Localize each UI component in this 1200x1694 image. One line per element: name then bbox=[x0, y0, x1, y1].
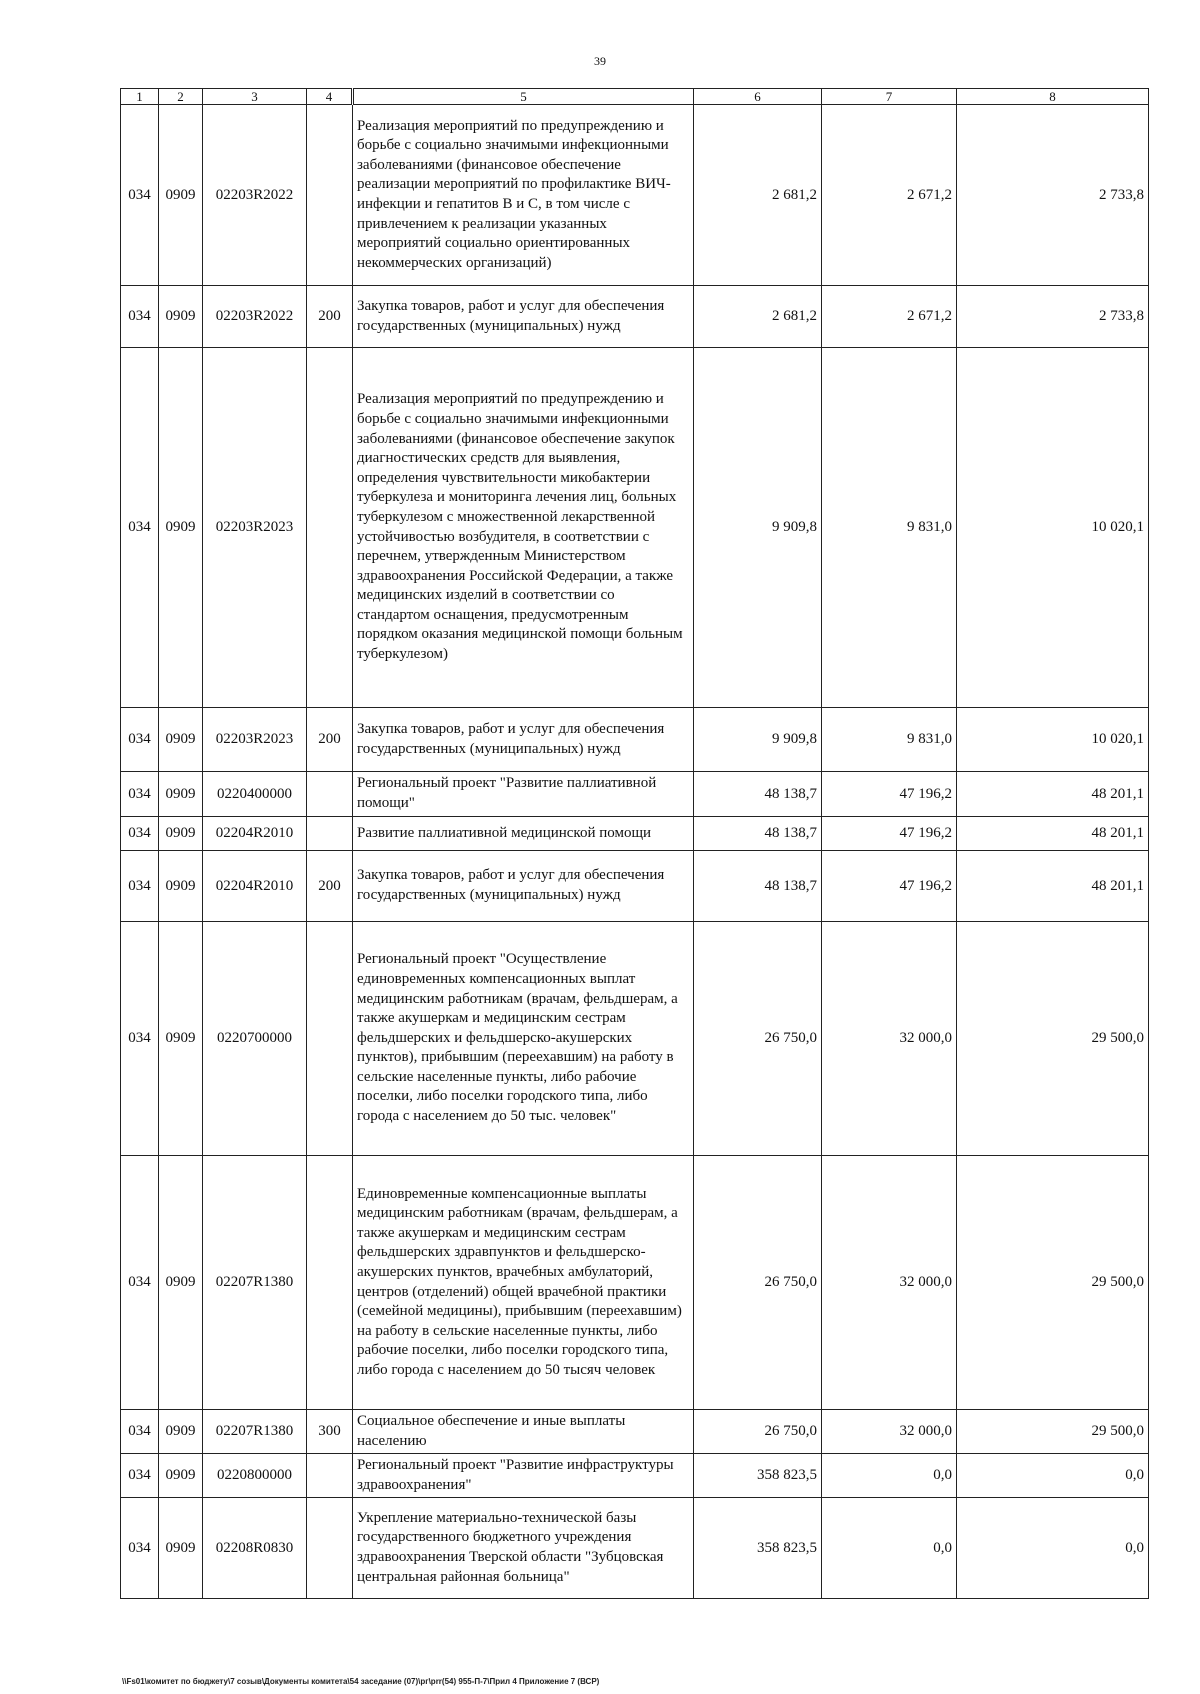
amount-col6: 48 138,7 bbox=[694, 817, 822, 851]
amount-col8: 48 201,1 bbox=[957, 851, 1149, 922]
target-article-code: 02204R2010 bbox=[203, 851, 307, 922]
table-row bbox=[121, 708, 1149, 772]
section-code: 0909 bbox=[159, 1156, 203, 1410]
ministry-code: 034 bbox=[121, 348, 159, 708]
amount-col6: 2 681,2 bbox=[694, 105, 822, 286]
section-code: 0909 bbox=[159, 348, 203, 708]
table-row bbox=[121, 1410, 1149, 1454]
item-name: Региональный проект "Осуществление единовременных компенсационных выплат медицинским работникам (врачам, фельдшерам, а также акушеркам и медицинским сестрам фельдшерских и фельдшерско-акушерских пунктов), прибывшим (переехавшим) на работу в сельские населенные пункты, либо рабочие поселки, либо поселки городского типа, либо города с населением до 50 тыс. человек" bbox=[353, 922, 694, 1156]
amount-col7: 9 831,0 bbox=[822, 348, 957, 708]
section-code: 0909 bbox=[159, 817, 203, 851]
amount-col6: 26 750,0 bbox=[694, 1410, 822, 1454]
amount-col7: 9 831,0 bbox=[822, 708, 957, 772]
table-row bbox=[121, 851, 1149, 922]
expense-type-code: 200 bbox=[307, 708, 353, 772]
section-code: 0909 bbox=[159, 851, 203, 922]
target-article-code: 02203R2023 bbox=[203, 348, 307, 708]
target-article-code: 0220400000 bbox=[203, 772, 307, 817]
ministry-code: 034 bbox=[121, 922, 159, 1156]
item-name: Закупка товаров, работ и услуг для обеспечения государственных (муниципальных) нужд bbox=[353, 851, 694, 922]
column-number: 1 bbox=[121, 89, 159, 105]
column-number: 3 bbox=[203, 89, 307, 105]
item-name: Социальное обеспечение и иные выплаты населению bbox=[353, 1410, 694, 1454]
table-row bbox=[121, 105, 1149, 286]
column-number: 5 bbox=[353, 89, 694, 105]
ministry-code: 034 bbox=[121, 286, 159, 348]
target-article-code: 02203R2023 bbox=[203, 708, 307, 772]
amount-col8: 29 500,0 bbox=[957, 1410, 1149, 1454]
expense-type-code bbox=[307, 922, 353, 1156]
amount-col8: 48 201,1 bbox=[957, 817, 1149, 851]
target-article-code: 0220800000 bbox=[203, 1454, 307, 1498]
column-number: 4 bbox=[307, 89, 353, 105]
target-article-code: 02203R2022 bbox=[203, 105, 307, 286]
amount-col7: 2 671,2 bbox=[822, 286, 957, 348]
amount-col7: 32 000,0 bbox=[822, 922, 957, 1156]
ministry-code: 034 bbox=[121, 1156, 159, 1410]
target-article-code: 0220700000 bbox=[203, 922, 307, 1156]
amount-col8: 10 020,1 bbox=[957, 708, 1149, 772]
amount-col6: 358 823,5 bbox=[694, 1454, 822, 1498]
table-row bbox=[121, 1454, 1149, 1498]
table-row bbox=[121, 1156, 1149, 1410]
target-article-code: 02203R2022 bbox=[203, 286, 307, 348]
budget-table bbox=[120, 88, 1149, 1599]
expense-type-code bbox=[307, 817, 353, 851]
amount-col8: 0,0 bbox=[957, 1454, 1149, 1498]
target-article-code: 02207R1380 bbox=[203, 1156, 307, 1410]
column-number: 8 bbox=[957, 89, 1149, 105]
amount-col6: 26 750,0 bbox=[694, 922, 822, 1156]
amount-col8: 2 733,8 bbox=[957, 286, 1149, 348]
amount-col6: 26 750,0 bbox=[694, 1156, 822, 1410]
amount-col7: 47 196,2 bbox=[822, 772, 957, 817]
section-code: 0909 bbox=[159, 1454, 203, 1498]
column-number: 6 bbox=[694, 89, 822, 105]
amount-col8: 48 201,1 bbox=[957, 772, 1149, 817]
expense-type-code bbox=[307, 105, 353, 286]
section-code: 0909 bbox=[159, 286, 203, 348]
ministry-code: 034 bbox=[121, 817, 159, 851]
section-code: 0909 bbox=[159, 1410, 203, 1454]
section-code: 0909 bbox=[159, 922, 203, 1156]
amount-col6: 358 823,5 bbox=[694, 1498, 822, 1599]
table-row bbox=[121, 348, 1149, 708]
amount-col8: 29 500,0 bbox=[957, 1156, 1149, 1410]
amount-col8: 0,0 bbox=[957, 1498, 1149, 1599]
amount-col6: 9 909,8 bbox=[694, 348, 822, 708]
expense-type-code bbox=[307, 348, 353, 708]
ministry-code: 034 bbox=[121, 708, 159, 772]
expense-type-code: 300 bbox=[307, 1410, 353, 1454]
target-article-code: 02207R1380 bbox=[203, 1410, 307, 1454]
target-article-code: 02204R2010 bbox=[203, 817, 307, 851]
amount-col7: 32 000,0 bbox=[822, 1410, 957, 1454]
amount-col7: 32 000,0 bbox=[822, 1156, 957, 1410]
page-number: 39 bbox=[594, 54, 606, 68]
table-row bbox=[121, 286, 1149, 348]
item-name: Закупка товаров, работ и услуг для обеспечения государственных (муниципальных) нужд bbox=[353, 708, 694, 772]
section-code: 0909 bbox=[159, 1498, 203, 1599]
ministry-code: 034 bbox=[121, 851, 159, 922]
section-code: 0909 bbox=[159, 772, 203, 817]
amount-col8: 29 500,0 bbox=[957, 922, 1149, 1156]
amount-col8: 10 020,1 bbox=[957, 348, 1149, 708]
amount-col7: 2 671,2 bbox=[822, 105, 957, 286]
column-number-header bbox=[121, 89, 1149, 105]
item-name: Реализация мероприятий по предупреждению и борьбе с социально значимыми инфекционными заболеваниями (финансовое обеспечение реализации мероприятий по профилактике ВИЧ-инфекции и гепатитов В и С, в том числе с привлечением к реализации указанных мероприятий социально ориентированных некоммерческих организаций) bbox=[353, 105, 694, 286]
item-name: Региональный проект "Развитие паллиативной помощи" bbox=[353, 772, 694, 817]
amount-col6: 48 138,7 bbox=[694, 772, 822, 817]
section-code: 0909 bbox=[159, 105, 203, 286]
item-name: Региональный проект "Развитие инфраструктуры здравоохранения" bbox=[353, 1454, 694, 1498]
file-path-footer: \\Fs01\комитет по бюджету\7 созыв\Документы комитета\54 заседание (07)\рг\prr(54) 955-П-7\Прил 4 Приложение 7 (ВСР) bbox=[122, 1677, 600, 1686]
item-name: Единовременные компенсационные выплаты медицинским работникам (врачам, фельдшерам, а также акушеркам и медицинским сестрам фельдшерских здравпунктов и фельдшерско-акушерских пунктов, врачебных амбулаторий, центров (отделений) общей врачебной практики (семейной медицины), прибывшим (переехавшим) на работу в сельские населенные пункты, либо рабочие поселки, либо поселки городского типа, либо города с населением до 50 тысяч человек bbox=[353, 1156, 694, 1410]
table-row bbox=[121, 772, 1149, 817]
amount-col7: 47 196,2 bbox=[822, 851, 957, 922]
ministry-code: 034 bbox=[121, 772, 159, 817]
section-code: 0909 bbox=[159, 708, 203, 772]
ministry-code: 034 bbox=[121, 1498, 159, 1599]
amount-col6: 9 909,8 bbox=[694, 708, 822, 772]
item-name: Закупка товаров, работ и услуг для обеспечения государственных (муниципальных) нужд bbox=[353, 286, 694, 348]
amount-col6: 2 681,2 bbox=[694, 286, 822, 348]
table-row bbox=[121, 1498, 1149, 1599]
expense-type-code: 200 bbox=[307, 286, 353, 348]
expense-type-code bbox=[307, 1498, 353, 1599]
amount-col7: 0,0 bbox=[822, 1454, 957, 1498]
expense-type-code bbox=[307, 772, 353, 817]
expense-type-code: 200 bbox=[307, 851, 353, 922]
item-name: Реализация мероприятий по предупреждению и борьбе с социально значимыми инфекционными заболеваниями (финансовое обеспечение закупок диагностических средств для выявления, определения чувствительности микобактерии туберкулеза и мониторинга лечения лиц, больных туберкулезом с множественной лекарственной устойчивостью возбудителя, в соответствии с перечнем, утвержденным Министерством здравоохранения Российской Федерации, а также медицинских изделий в соответствии со стандартом оснащения, предусмотренным порядком оказания медицинской помощи больным туберкулезом) bbox=[353, 348, 694, 708]
target-article-code: 02208R0830 bbox=[203, 1498, 307, 1599]
item-name: Развитие паллиативной медицинской помощи bbox=[353, 817, 694, 851]
amount-col7: 47 196,2 bbox=[822, 817, 957, 851]
column-number: 7 bbox=[822, 89, 957, 105]
ministry-code: 034 bbox=[121, 1410, 159, 1454]
amount-col7: 0,0 bbox=[822, 1498, 957, 1599]
amount-col8: 2 733,8 bbox=[957, 105, 1149, 286]
ministry-code: 034 bbox=[121, 1454, 159, 1498]
amount-col6: 48 138,7 bbox=[694, 851, 822, 922]
table-row bbox=[121, 817, 1149, 851]
ministry-code: 034 bbox=[121, 105, 159, 286]
item-name: Укрепление материально-технической базы государственного бюджетного учреждения здравоохранения Тверской области "Зубцовская центральная районная больница" bbox=[353, 1498, 694, 1599]
table-row bbox=[121, 922, 1149, 1156]
expense-type-code bbox=[307, 1156, 353, 1410]
expense-type-code bbox=[307, 1454, 353, 1498]
column-number: 2 bbox=[159, 89, 203, 105]
